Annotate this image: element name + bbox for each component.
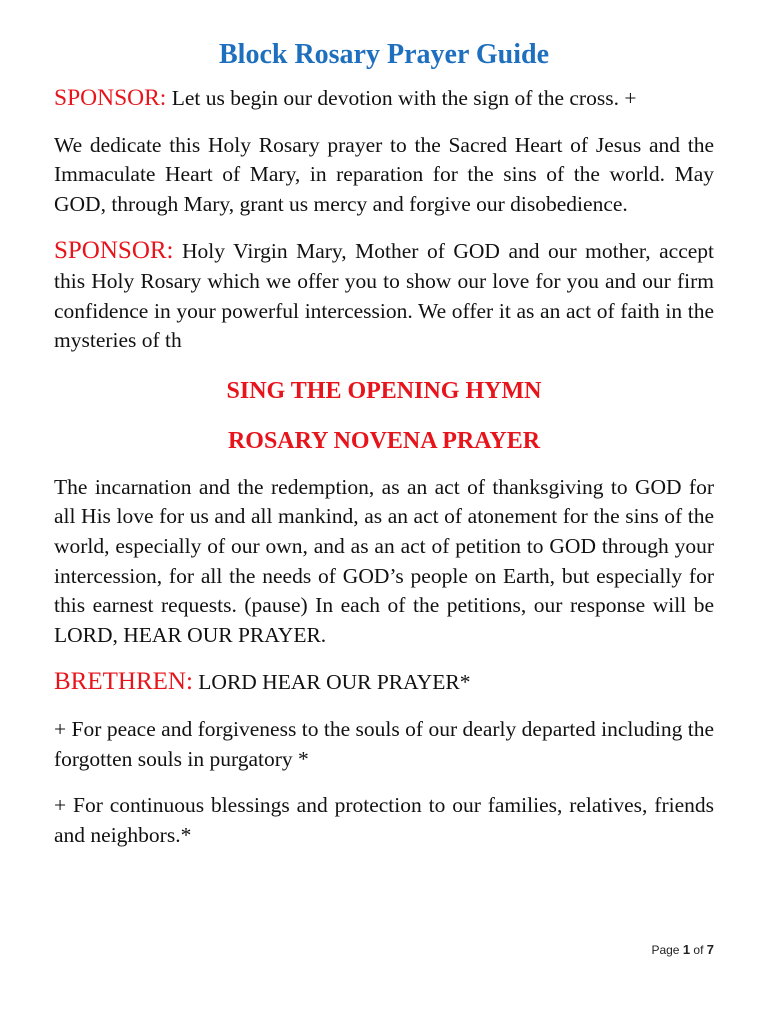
novena-prayer-heading: ROSARY NOVENA PRAYER [227,427,541,454]
sponsor-intro-paragraph [54,84,714,114]
speaker-label: SPONSOR: [54,237,174,265]
speaker-label: BRETHREN: [54,668,193,696]
paragraph-text: + For peace and forgiveness to the souls of our dearly departed including the forgotten souls in purgatory * [54,716,714,771]
paragraph-text: The incarnation and the redemption, as an act of thanksgiving to GOD for all His love for us and all mankind, as an act of atonement for the sins of the world, especially of our own, and as an act of petition to GOD through your intercession, for all the needs of GOD’s people on Earth, but especially for this earnest requests. (pause) In each of the petitions, our response will be LORD, HEAR OUR PRAYER. [54,474,714,647]
of-label: of [693,943,704,957]
page-current: 1 [682,942,691,957]
speaker-label: SPONSOR: [54,85,167,111]
paragraph-text: + For continuous blessings and protection to our families, relatives, friends and neighbors.* [54,793,714,847]
petition-item [54,715,714,774]
paragraph-text: Let us begin our devotion with the sign of the cross. + [166,86,637,110]
document-page [54,34,714,867]
sponsor-offering-paragraph [54,236,714,355]
page-total: 7 [706,942,714,957]
dedication-paragraph [54,131,714,220]
page-number-footer [651,942,714,957]
page-label: Page [651,943,680,957]
paragraph-text: We dedicate this Holy Rosary prayer to the Sacred Heart of Jesus and the Immaculate Heart of Mary, in reparation for the sins of the world. May GOD, through Mary, grant us mercy and forgive our disobedience. [54,132,714,216]
petition-item [54,791,714,850]
paragraph-text: LORD HEAR OUR PRAYER* [192,670,471,695]
document-title: Block Rosary Prayer Guide [218,39,549,70]
novena-paragraph [54,473,714,651]
brethren-response-paragraph [54,667,714,698]
opening-hymn-heading: SING THE OPENING HYMN [226,377,542,404]
paragraph-text: Holy Virgin Mary, Mother of GOD and our mother, accept this Holy Rosary which we offer you to show our love for you and our firm confidence in your powerful intercession. We offer it as an act of faith in the mysteries of th [54,239,714,353]
